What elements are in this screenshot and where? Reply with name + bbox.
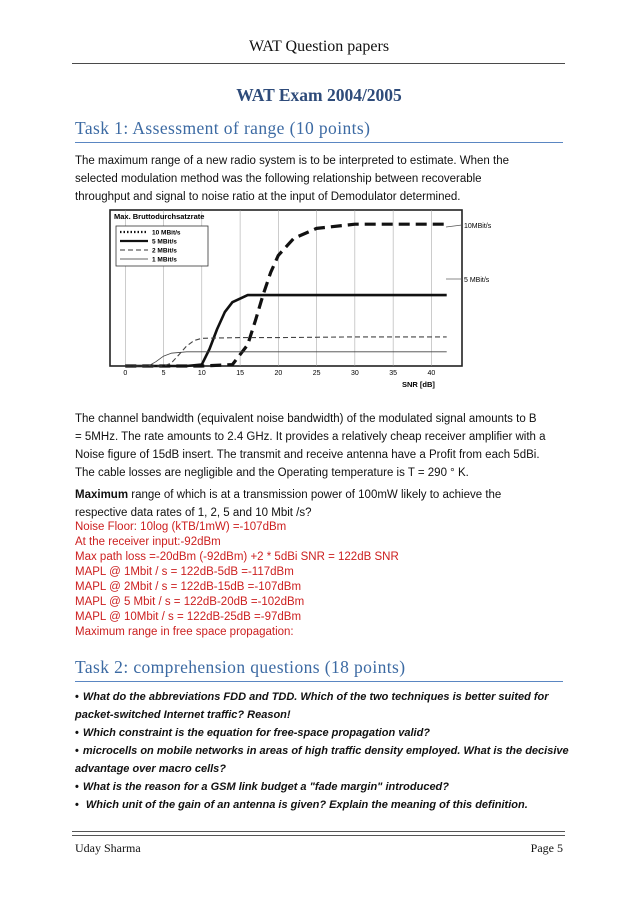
- task1-question-line: [75, 486, 565, 504]
- bullet-item: [75, 778, 570, 796]
- answer-line: At the receiver input:-92dBm: [75, 536, 221, 548]
- x-tick-label: 40: [427, 370, 436, 377]
- exam-title: WAT Exam 2004/2005: [236, 85, 402, 105]
- task1-intro-line: The maximum range of a new radio system is to be interpreted to estimate. When the: [75, 155, 510, 167]
- footer-rule: [72, 831, 565, 836]
- bullet-dot-icon: •: [75, 799, 79, 811]
- bullet-line: advantage over macro cells?: [75, 763, 227, 775]
- task1-body-line: The channel bandwidth (equivalent noise bandwidth) of the modulated signal amounts to B: [75, 413, 537, 425]
- bullet-text: Which unit of the gain of an antenna is given? Explain the meaning of this definition.: [82, 799, 528, 811]
- x-tick-label: 20: [274, 370, 283, 377]
- annotation-5mbit: 5 MBit/s: [464, 277, 490, 284]
- header-rule: [72, 63, 565, 64]
- answer-line: Maximum range in free space propagation:: [75, 626, 294, 638]
- answer-line: Max path loss =-20dBm (-92dBm) +2 * 5dBi SNR = 122dB SNR: [75, 551, 399, 563]
- bullet-item: [75, 688, 570, 724]
- throughput-chart: [82, 206, 502, 396]
- answer-line: Noise Floor: 10log (kTB/1mW) =-107dBm: [75, 521, 287, 533]
- task2-heading: Task 2: comprehension questions (18 points): [75, 657, 406, 677]
- bullet-line: [75, 724, 570, 742]
- legend-label-2: 2 MBit/s: [152, 247, 177, 255]
- legend-label-5: 5 MBit/s: [152, 238, 177, 246]
- x-tick-labels: [123, 370, 435, 377]
- answer-line: MAPL @ 1Mbit / s = 122dB-5dB =-117dBm: [75, 566, 294, 578]
- bullet-text: What is the reason for a GSM link budget a "fade margin" introduced?: [82, 781, 449, 793]
- x-tick-label: 35: [389, 370, 398, 377]
- bullet-line: [75, 742, 570, 760]
- question-rest: range of which is at a transmission power of 100mW likely to achieve the: [128, 489, 502, 501]
- x-tick-label: 30: [350, 370, 359, 377]
- x-tick-label: 10: [197, 370, 206, 377]
- footer-page-number: Page 5: [530, 841, 563, 855]
- footer-author: Uday Sharma: [75, 841, 141, 855]
- task1-body-line: The cable losses are negligible and the Operating temperature is T = 290 ° K.: [75, 467, 469, 479]
- question-bold-word: Maximum: [75, 489, 129, 501]
- legend-label-10: 10 MBit/s: [152, 229, 181, 237]
- answer-line: MAPL @ 5 Mbit / s = 122dB-20dB =-102dBm: [75, 596, 305, 608]
- bullet-dot-icon: •: [75, 727, 79, 739]
- task1-intro: [75, 152, 565, 206]
- bullet-line: [75, 688, 570, 706]
- x-tick-label: 15: [236, 370, 244, 377]
- bullet-line: packet-switched Internet traffic? Reason!: [75, 709, 291, 721]
- bullet-item: [75, 796, 570, 814]
- chart-title: Max. Bruttodurchsatzrate: [114, 212, 205, 221]
- annotation-10mbit: 10MBit/s: [464, 223, 492, 230]
- bullet-dot-icon: •: [75, 781, 79, 793]
- x-axis-label: SNR [dB]: [402, 380, 435, 389]
- x-tick-label: 25: [312, 370, 321, 377]
- bullet-item: [75, 742, 570, 778]
- task1-heading: Task 1: Assessment of range (10 points): [75, 118, 371, 138]
- x-tick-label: 5: [161, 370, 166, 377]
- legend-label-1: 1 MBit/s: [152, 256, 177, 264]
- task1-question-line: respective data rates of 1, 2, 5 and 10 Mbit /s?: [75, 507, 312, 519]
- bullet-line: [75, 796, 570, 814]
- task1-body: [75, 410, 565, 482]
- legend: [116, 226, 208, 266]
- x-tick-label: 0: [123, 370, 128, 377]
- answer-line: MAPL @ 2Mbit / s = 122dB-15dB =-107dBm: [75, 581, 302, 593]
- answer-line: MAPL @ 10Mbit / s = 122dB-25dB =-97dBm: [75, 611, 302, 623]
- bullet-dot-icon: •: [75, 745, 79, 757]
- task1-question: [75, 486, 565, 522]
- bullet-item: [75, 724, 570, 742]
- task1-intro-line: throughput and signal to noise ratio at the input of Demodulator determined.: [75, 191, 461, 203]
- bullet-text: What do the abbreviations FDD and TDD. Which of the two techniques is better suited for: [82, 691, 549, 703]
- task1-body-line: Noise figure of 15dB insert. The transmit and receive antenna have a Profit from each 5dBi.: [75, 449, 540, 461]
- bullet-text: microcells on mobile networks in areas of high traffic density employed. What is the decisive: [82, 745, 569, 757]
- task2-rule: [75, 681, 563, 682]
- task1-body-line: = 5MHz. The rate amounts to 2.4 GHz. It provides a relatively cheap receiver amplifier with a: [75, 431, 546, 443]
- task1-rule: [75, 142, 563, 143]
- bullet-dot-icon: •: [75, 691, 79, 703]
- task1-intro-line: selected modulation method was the following relationship between recoverable: [75, 173, 482, 185]
- page-header: WAT Question papers: [248, 38, 390, 55]
- bullet-text: Which constraint is the equation for free-space propagation valid?: [82, 727, 431, 739]
- bullet-line: [75, 778, 570, 796]
